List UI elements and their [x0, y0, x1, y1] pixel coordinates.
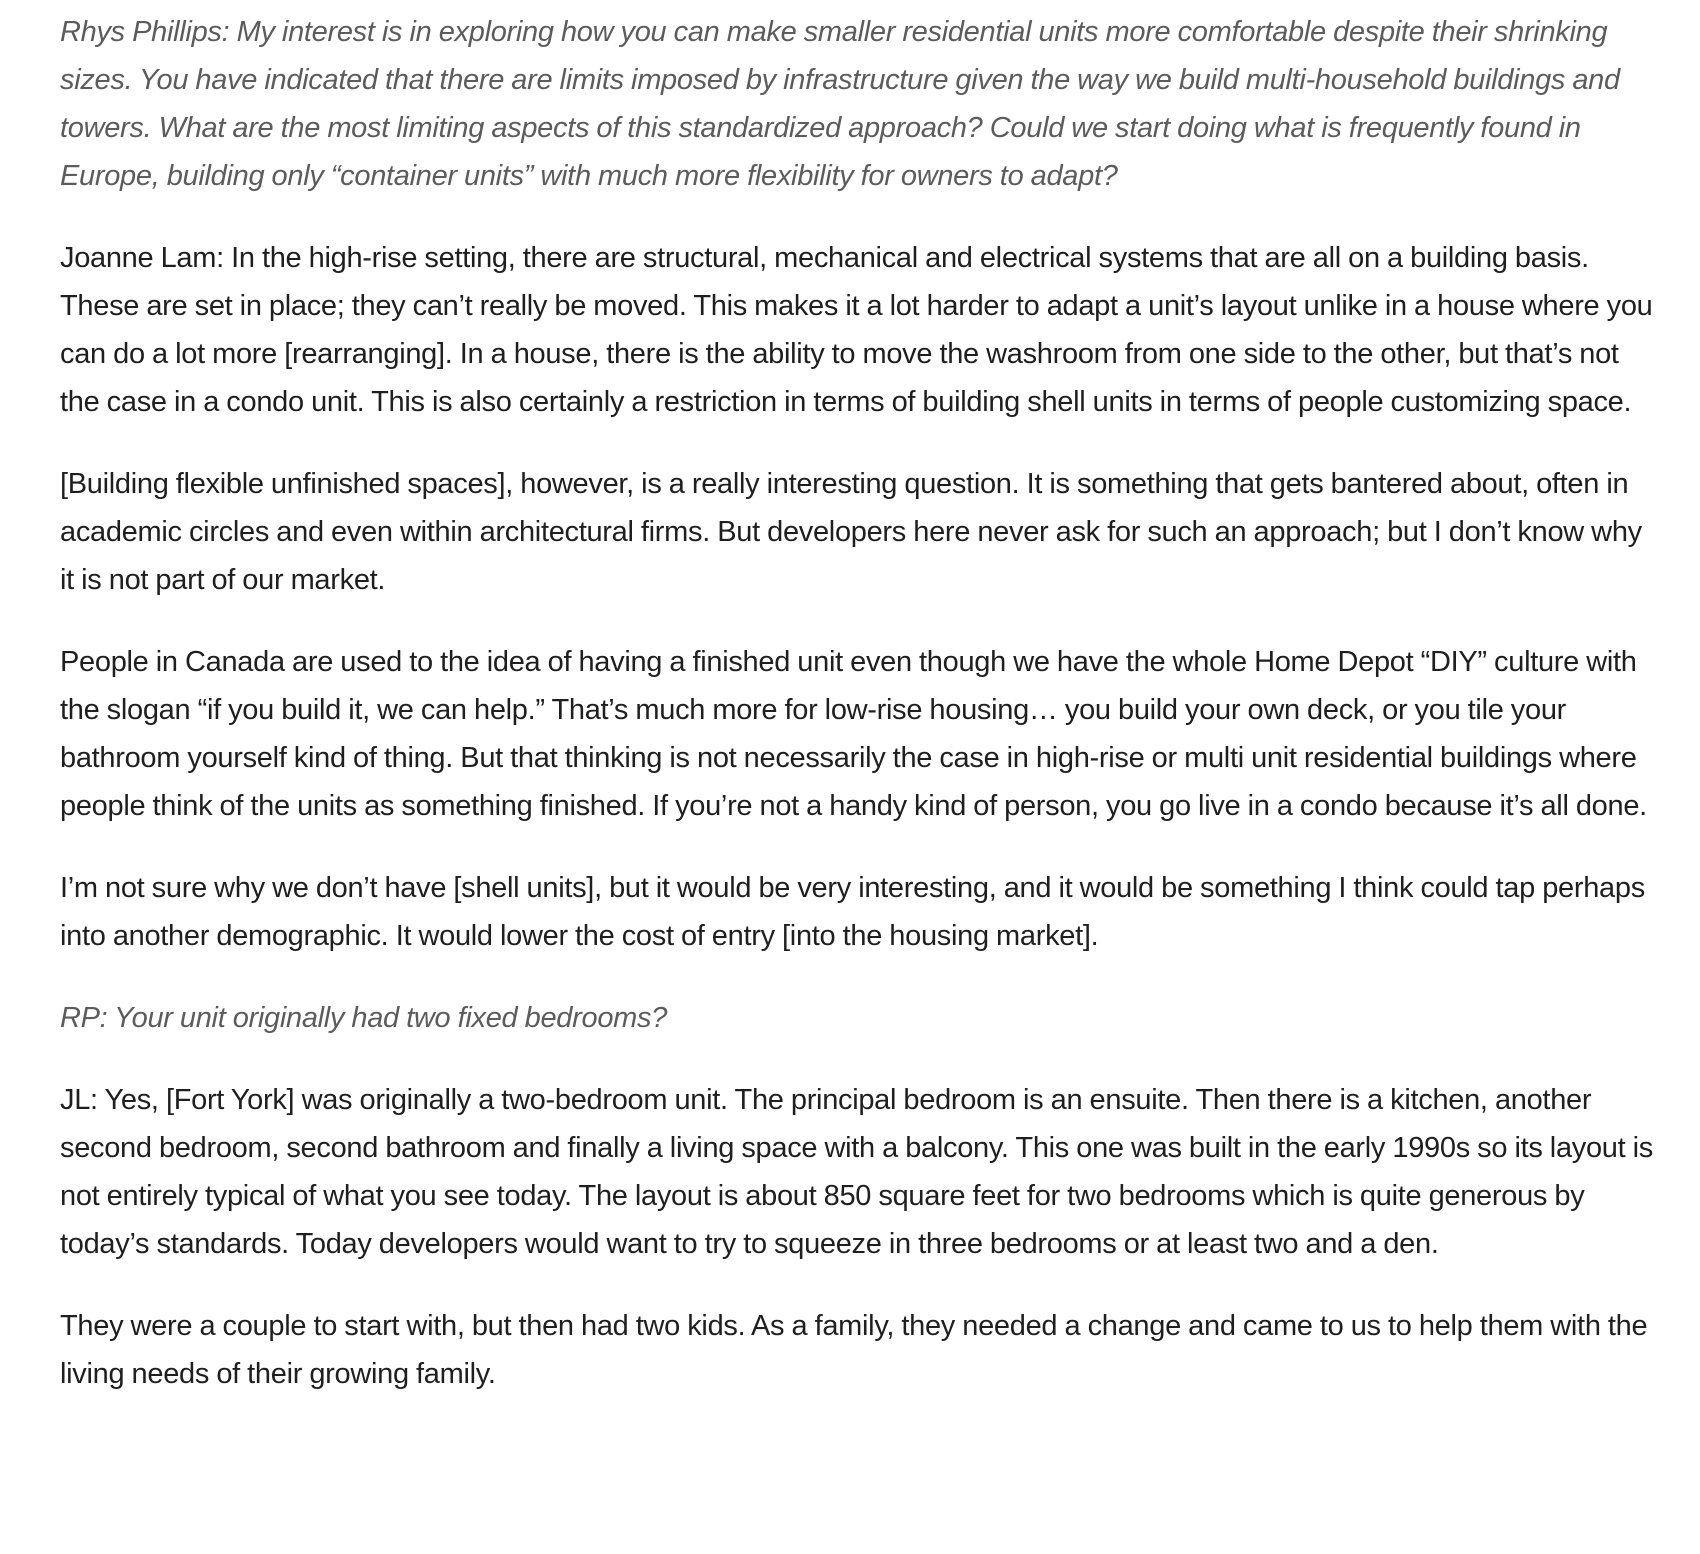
interview-answer-paragraph: I’m not sure why we don’t have [shell units], but it would be very interesting, and it would be something I think could tap perhaps into another demographic. It would lower the cost of entry [into the housing market].	[60, 872, 1645, 952]
interview-answer-paragraph: [Building flexible unfinished spaces], however, is a really interesting question. It is something that gets bantered about, often in academic circles and even within architectural firms. But developers here never ask for such an approach; but I don’t know why it is not part of our market.	[60, 468, 1642, 596]
interview-answer-paragraph: People in Canada are used to the idea of having a finished unit even though we have the whole Home Depot “DIY” culture with the slogan “if you build it, we can help.” That’s much more for low-rise housing… you build your own deck, or you tile your bathroom yourself kind of thing. But that thinking is not necessarily the case in high-rise or multi unit residential buildings where people think of the units as something finished. If you’re not a handy kind of person, you go live in a condo because it’s all done.	[60, 646, 1647, 822]
interview-article	[60, 8, 1660, 1432]
interview-answer-paragraph: JL: Yes, [Fort York] was originally a two-bedroom unit. The principal bedroom is an ensuite. Then there is a kitchen, another second bedroom, second bathroom and finally a living space with a balcony. This one was built in the early 1990s so its layout is not entirely typical of what you see today. The layout is about 850 square feet for two bedrooms which is quite generous by today’s standards. Today developers would want to try to squeeze in three bedrooms or at least two and a den.	[60, 1084, 1653, 1260]
interview-answer-paragraph: They were a couple to start with, but then had two kids. As a family, they needed a change and came to us to help them with the living needs of their growing family.	[60, 1310, 1648, 1390]
interview-question-paragraph: RP: Your unit originally had two fixed bedrooms?	[60, 1002, 668, 1034]
interview-answer-paragraph: Joanne Lam: In the high-rise setting, there are structural, mechanical and electrical systems that are all on a building basis. These are set in place; they can’t really be moved. This makes it a lot harder to adapt a unit’s layout unlike in a house where you can do a lot more [rearranging]. In a house, there is the ability to move the washroom from one side to the other, but that’s not the case in a condo unit. This is also certainly a restriction in terms of building shell units in terms of people customizing space.	[60, 242, 1653, 418]
interview-question-paragraph: Rhys Phillips: My interest is in exploring how you can make smaller residential units more comfortable despite their shrinking sizes. You have indicated that there are limits imposed by infrastructure given the way we build multi-household buildings and towers. What are the most limiting aspects of this standardized approach? Could we start doing what is frequently found in Europe, building only “container units” with much more flexibility for owners to adapt?	[60, 16, 1620, 192]
